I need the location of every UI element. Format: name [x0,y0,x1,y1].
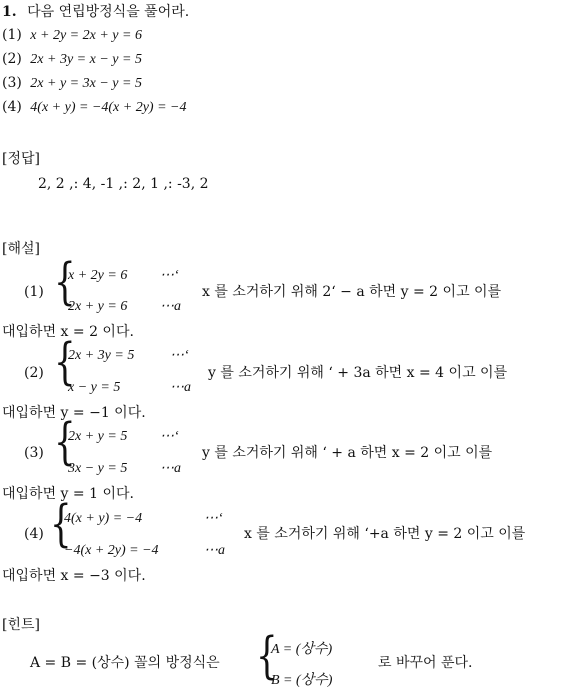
equation-marker: ⋯‘ [170,348,189,363]
part-label: (1) [24,284,44,300]
problem-item [2,74,142,93]
equation-marker: ⋯a [160,461,181,476]
left-brace: { [54,333,76,392]
answer-text: 2, 2 ,: 4, -1 ,: 2, 1 ,: -3, 2 [38,176,209,192]
item-label: (1) [2,27,22,43]
part-label: (3) [24,445,44,461]
system-equation: 2x + y = 6 [68,299,128,314]
part-continuation: 대입하면 x = −3 이다. [2,568,146,584]
hint-equation: A = (상수) [271,642,333,657]
part-text: y 를 소거하기 위해 ‘ + 3a 하면 x = 4 이고 이를 [208,365,508,381]
equation-marker: ⋯‘ [204,511,223,526]
hint-equation: B = (상수) [271,673,333,688]
left-brace: { [54,253,76,312]
system-equation: 3x − y = 5 [68,461,128,476]
solution-heading: [해설] [2,241,40,257]
problem-item [2,50,142,69]
item-expression: 2x + y = 3x − y = 5 [30,76,142,91]
part-text: x 를 소거하기 위해 ‘+a 하면 y = 2 이고 이를 [244,526,526,542]
problem-header [2,3,189,21]
problem-instruction: 다음 연립방정식을 풀어라. [27,4,190,20]
problem-item [2,98,186,117]
item-label: (4) [2,99,22,115]
item-expression: 4(x + y) = −4(x + 2y) = −4 [30,100,187,115]
part-continuation: 대입하면 x = 2 이다. [2,324,134,340]
system-equation: x − y = 5 [68,380,121,395]
equation-marker: ⋯a [170,380,191,395]
item-label: (2) [2,51,22,67]
part-label: (4) [24,526,44,542]
equation-marker: ⋯‘ [160,429,179,444]
system-equation: 4(x + y) = −4 [64,511,143,526]
part-label: (2) [24,365,44,381]
system-equation: −4(x + 2y) = −4 [64,543,159,558]
problem-number: 1. [2,4,17,20]
left-brace: { [256,627,278,686]
item-expression: 2x + 3y = x − y = 5 [30,52,142,67]
problem-item [2,26,142,45]
part-text: y 를 소거하기 위해 ‘ + a 하면 x = 2 이고 이를 [202,445,493,461]
hint-tail: 로 바꾸어 푼다. [378,655,473,671]
system-equation: x + 2y = 6 [68,268,128,283]
hint-heading: [힌트] [2,617,40,633]
item-expression: x + 2y = 2x + y = 6 [30,28,142,43]
equation-marker: ⋯a [160,299,181,314]
hint-lead: A = B = (상수) 꼴의 방정식은 [30,655,220,671]
item-label: (3) [2,75,22,91]
equation-marker: ⋯‘ [160,268,179,283]
part-continuation: 대입하면 y = 1 이다. [2,486,134,502]
left-brace: { [54,413,76,472]
part-text: x 를 소거하기 위해 2‘ − a 하면 y = 2 이고 이를 [202,284,502,300]
equation-marker: ⋯a [204,543,225,558]
left-brace: { [50,495,72,554]
part-continuation: 대입하면 y = −1 이다. [2,405,146,421]
system-equation: 2x + y = 5 [68,429,128,444]
system-equation: 2x + 3y = 5 [68,348,135,363]
answer-heading: [정답] [2,151,40,167]
